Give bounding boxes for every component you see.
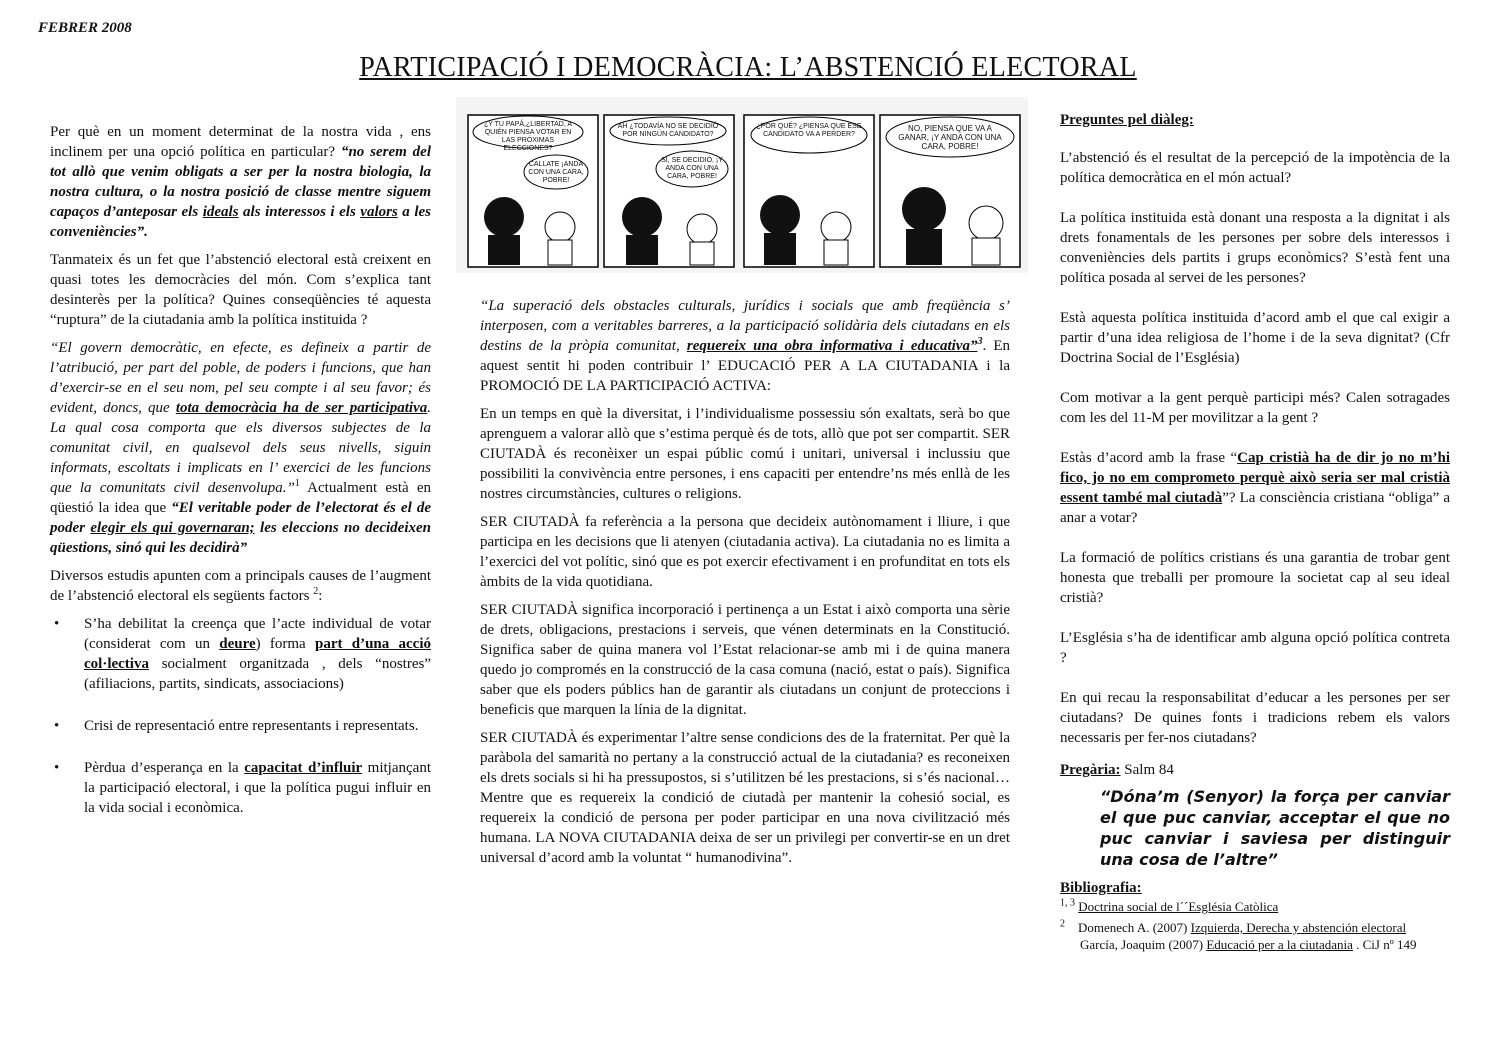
prayer-text: “Dóna’m (Senyor) la força per canviar el que puc canviar, acceptar el que no puc canviar i saviesa per distinguir una cosa de l’altre” — [1100, 787, 1450, 869]
comic-bubble: ¿POR QUÉ? ¿PIENSA QUE ESE CANDIDATO VA A PERDER? — [756, 123, 862, 138]
comic-bubble: ¿Y TU PAPÁ,¿LIBERTAD, A QUIÉN PIENSA VOTAR EN LAS PRÓXIMAS ELECCIONES? — [483, 121, 573, 152]
intro-paragraph: Per què en un moment determinat de la nostra vida , ens inclinem per una opció política en particular? “no serem del tot allò que venim obligats a ser per la nostra biologia, la nostra cultura, o la nostra posició de classe mentre siguem capaços d’anteposar els ideals als interessos i els valors a les conveniències”. — [50, 124, 432, 240]
question-item: La formació de polítics cristians és una garantia de trobar gent honesta que treballi per promoure la societat cap al seu ideal cristià? — [1060, 550, 1450, 606]
dialogue-heading: Preguntes pel diàleg: — [1060, 112, 1194, 128]
bibliography-heading: Bibliografia: — [1060, 880, 1142, 896]
democracy-quote-paragraph: “El govern democràtic, en efecte, es defineix a partir de l’atribució, per part del poble, de poders i funcions, que han d’exercir-se en el seu nom, pel seu compte i al seu favor; és evident, doncs, que tota democràcia ha de ser participativa. La qual cosa comporta que els diversos subjectes de la comunitat civil, en qualsevol dels seus nivells, siguin informats, escoltats i implicats en l’ exercici de les funcions que la comunitats civil desenvolupa.”$^1$ Actualment està en qüestió la idea que “El veritable poder de l’electorat és el de poder elegir els qui governaran; les eleccions no decideixen qüestions, sinó qui les decidirà” — [50, 340, 432, 556]
comic-bubble: AH ¿TODAVÍA NO SE DECIDIÓ POR NINGÚN CANDIDATO? — [617, 123, 719, 138]
question-item: L’abstenció és el resultat de la percepció de la impotència de la política democràtica en el món actual? — [1060, 150, 1450, 186]
column-middle — [480, 296, 1010, 876]
question-item: Estàs d’acord amb la frase “Cap cristià ha de dir jo no m’hi fico, jo no em comprometo perquè això seria ser mal cristià essent també mal ciutadà”? La consciència cristiana “obliga” a anar a votar? — [1060, 450, 1451, 526]
causes-paragraph: Diversos estudis apunten com a principals causes de l’augment de l’abstenció electoral els següents factors $^2$: — [50, 568, 431, 604]
prayer-heading: Pregària: Salm 84 — [1060, 762, 1174, 778]
bibliography-entry: $^{1, 3}$ Doctrina social de l´´Església Catòlica — [1060, 897, 1279, 914]
citizen-decides-paragraph: SER CIUTADÀ fa referència a la persona que decideix autònomament i lliure, i que participa en les decisions que li atenyen (ciutadania activa). La ciutadania no es limita a l’exercici del vot polític, sinó que es pot exercir efectivament i en profunditat en tots els àmbits de la vida quotidiana. — [480, 514, 1010, 590]
bibliography-list — [1060, 898, 1450, 953]
list-item: • Crisi de representació entre representants i representats. — [50, 716, 431, 736]
bibliography-entry: García, Joaquim (2007) Educació per a la ciutadania . CiJ nº 149 — [1080, 937, 1417, 952]
comic-illustration — [456, 97, 1028, 273]
causes-list — [50, 614, 431, 818]
question-item: L’Església s’ha de identificar amb alguna opció política contreta ? — [1060, 630, 1450, 666]
page-title: PARTICIPACIÓ I DEMOCRÀCIA: L’ABSTENCIÓ ELECTORAL — [359, 52, 1137, 83]
question-item: La política instituida està donant una resposta a la dignitat i als drets fonamentals de les persones per sobre dels interessos i conveniències dels partits i grups econòmics? S’està fent una política posada al servei de les persones? — [1060, 210, 1450, 286]
mafalda-comic-strip — [456, 97, 1028, 273]
comic-bubble: SÍ, SE DECIDIÓ, ¡Y ANDA CON UNA CARA, POBRE! — [661, 157, 723, 180]
education-quote-paragraph: “La superació dels obstacles culturals, jurídics i socials que amb freqüència s’ interposen, com a veritables barreres, a la participació solidària dels ciutadans en els destins de la pròpia comunitat, requereix una obra informativa i educativa”$^3$. En aquest sentit hi poden contribuir l’ EDUCACIÓ PER A LA CIUTADANIA i la PROMOCIÓ DE LA PARTICIPACIÓ ACTIVA: — [480, 298, 1011, 394]
diversity-paragraph: En un temps en què la diversitat, i l’individualisme possessiu són exaltats, serà bo que aprenguem a valorar allò que s’estima perquè és de tots, allò que pot ser compartit. SER CIUTADÀ és reconèixer un espai públic comú i unitari, universal i inclussiu que possibiliti la convivència entre persones, i ens capaciti per entendre’ns més enllà de les nostres circumstàncies, cultures o religions. — [480, 406, 1010, 502]
question-item: Com motivar a la gent perquè participi més? Calen sotragades com les del 11-M per movilitzar a la gent ? — [1060, 390, 1450, 426]
list-item: • S’ha debilitat la creença que l’acte individual de votar (considerat com un deure) forma part d’una acció col·lectiva socialment organitzada , dels “nostres” (afiliacions, partits, sindicats, associacions) — [50, 614, 431, 694]
abstention-paragraph: Tanmateix és un fet que l’abstenció electoral està creixent en quasi totes les democràcies del món. Com s’explica tant desinterès per la política? Quines conseqüències té aquesta “ruptura” de la ciutadania amb la política instituida ? — [50, 252, 431, 328]
comic-bubble: NO, PIENSA QUE VA A GANAR, ¡Y ANDA CON UNA CARA, POBRE! — [898, 124, 1002, 151]
comic-bubble: CALLATE ¡ANDA CON UNA CARA, POBRE! — [528, 161, 584, 184]
issue-date: FEBRER 2008 — [38, 20, 132, 36]
column-right — [1060, 110, 1450, 953]
question-item: Està aquesta política instituida d’acord amb el que cal exigir a partir d’una idea religiosa de l’home i de la seva dignitat? (Cfr Doctrina Social de l’Església) — [1060, 310, 1450, 366]
column-left — [50, 122, 431, 840]
question-item: En qui recau la responsabilitat d’educar a les persones per ser ciutadans? De quines fonts i tradicions rebem els valors necessaris per fer-nos ciutadans? — [1060, 690, 1450, 746]
citizen-fraternity-paragraph: SER CIUTADÀ és experimentar l’altre sense condicions des de la fraternitat. Per què la paràbola del samarità no pertany a la construcció actual de la ciutadania? es reconeixen els drets socials si hi ha pressupostos, si s’utilitzen bé les prestacions, si s’és nacional…Mentre que es requereix la condició de ciutadà per mantenir la cohesió social, es requereix la condició de persona per poder participar en una nova civilització més humana. LA NOVA CIUTADANIA deixa de ser un privilegi per convertir-se en un dret universal d’acord amb la voluntat “ humanodivina”. — [480, 730, 1010, 866]
citizen-state-paragraph: SER CIUTADÀ significa incorporació i pertinença a un Estat i això comporta una sèrie de drets, obligacions, prestacions i serveis, que vénen determinats en la Constitució. Significa saber de quina manera vol l’Estat relacionar-se amb mi i de quina manera quedo jo compromés en la construcció de la casa comuna (nació, estat o país). Significa saber que els poders públics han de garantir als ciutadans un conjunt de proteccions i beneficis que marquen la línia de la dignitat. — [480, 602, 1010, 718]
bibliography-entry: $^2$ Domenech A. (2007) Izquierda, Derecha y abstención electoral — [1060, 918, 1407, 935]
list-item: • Pèrdua d’esperança en la capacitat d’influir mitjançant la participació electoral, i que la política pugui influir en la vida social i econòmica. — [50, 758, 431, 818]
